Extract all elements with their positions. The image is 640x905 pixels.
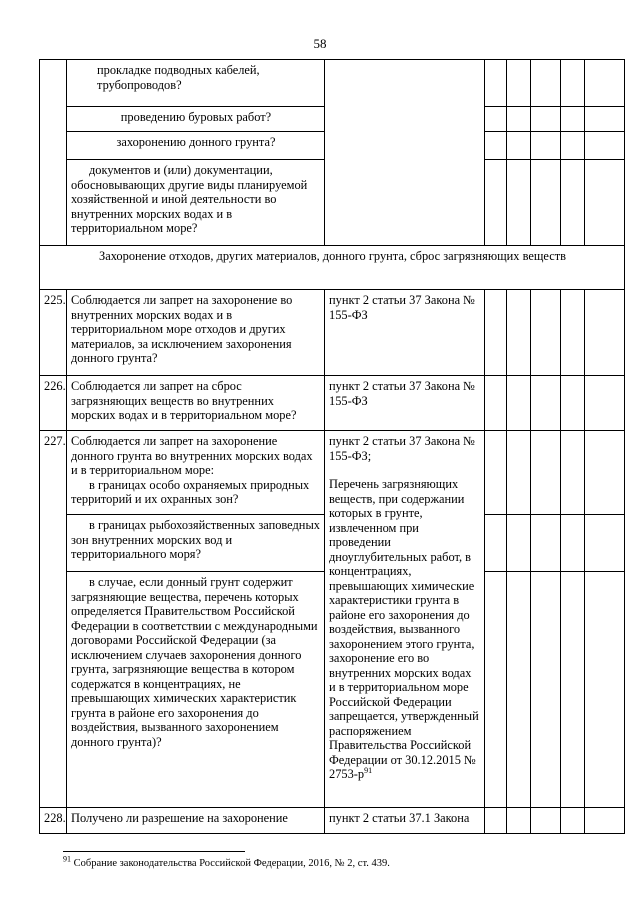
answer-cell	[561, 572, 585, 808]
item-number: 227.	[40, 431, 67, 808]
answer-cell	[507, 60, 531, 107]
page-number: 58	[313, 36, 327, 51]
question-text: прокладке подводных кабелей, трубопроводов?	[97, 63, 260, 92]
answer-cell	[585, 572, 625, 808]
answer-cell	[507, 572, 531, 808]
footnote-divider	[63, 851, 245, 852]
answer-cell	[561, 290, 585, 376]
reference-cell: пункт 2 статьи 37 Закона № 155-ФЗ	[325, 290, 485, 376]
checklist-table	[39, 59, 625, 834]
answer-cell	[485, 572, 507, 808]
item-number: 226.	[40, 376, 67, 431]
answer-cell	[531, 107, 561, 132]
answer-cell	[507, 515, 531, 572]
answer-cell	[485, 376, 507, 431]
question-cell	[67, 431, 325, 515]
answer-cell	[485, 107, 507, 132]
answer-cell	[531, 376, 561, 431]
item-number: 228.	[40, 808, 67, 834]
reference-cell: пункт 2 статьи 37.1 Закона	[325, 808, 485, 834]
answer-cell	[485, 60, 507, 107]
answer-cell	[531, 572, 561, 808]
answer-cell	[561, 808, 585, 834]
answer-cell	[585, 431, 625, 515]
answer-cell	[485, 132, 507, 160]
item-number: 225.	[40, 290, 67, 376]
reference-cell	[325, 431, 485, 808]
answer-cell	[531, 132, 561, 160]
footnote-text: Собрание законодательства Российской Федерации, 2016, № 2, ст. 439.	[73, 858, 390, 869]
answer-cell	[507, 431, 531, 515]
question-cell: Соблюдается ли запрет на сброс загрязняющих веществ во внутренних морских водах и в территориальном море?	[67, 376, 325, 431]
footnote-mark: 91	[63, 854, 71, 864]
answer-cell	[531, 431, 561, 515]
answer-cell	[531, 515, 561, 572]
reference-text: пункт 2 статьи 37 Закона № 155-ФЗ;	[329, 434, 475, 463]
question-text: проведению буровых работ?	[120, 110, 272, 124]
answer-cell	[507, 160, 531, 246]
answer-cell	[507, 376, 531, 431]
question-sub: в границах особо охраняемых природных территорий и их охранных зон?	[71, 477, 310, 506]
answer-cell	[507, 290, 531, 376]
answer-cell	[561, 376, 585, 431]
reference-cell: пункт 2 статьи 37 Закона № 155-ФЗ	[325, 376, 485, 431]
answer-cell	[507, 107, 531, 132]
answer-cell	[485, 808, 507, 834]
table-row	[40, 376, 625, 431]
answer-cell	[585, 60, 625, 107]
answer-cell	[507, 808, 531, 834]
answer-cell	[485, 431, 507, 515]
reference-cell	[325, 60, 485, 246]
answer-cell	[585, 132, 625, 160]
answer-cell	[585, 290, 625, 376]
table-row	[40, 431, 625, 515]
question-cell	[67, 515, 325, 572]
section-header-row	[40, 246, 625, 290]
answer-cell	[507, 132, 531, 160]
answer-cell	[561, 132, 585, 160]
answer-cell	[561, 60, 585, 107]
answer-cell	[585, 160, 625, 246]
question-cell: Получено ли разрешение на захоронение	[67, 808, 325, 834]
answer-cell	[561, 107, 585, 132]
question-sub: в случае, если донный грунт содержит загрязняющие вещества, перечень которых определяется Правительством Российской Федерации в соответствии с международными договорами Российской Федерации (за исключением случаев захоронения донного грунта, загрязняющие вещества в котором содержатся в концентрациях, не превышающих химических характеристик грунта в районе его захоронения до воздействия, вызванного захоронением донного грунта)?	[71, 575, 318, 749]
answer-cell	[561, 515, 585, 572]
footnote	[63, 854, 390, 869]
reference-text: Перечень загрязняющих веществ, при содержании которых в грунте, извлеченном при проведении дноуглубительных работ, в концентрациях, превышающих химические характеристики грунта в районе его захоронения до воздействия, вызванного захоронением этого грунта, захоронение его во внутренних морских водах и в территориальном море Российской Федерации запрещается, утвержденный распоряжением Правительства Российской Федерации от 30.12.2015 № $2753-р^{91}$	[329, 477, 479, 781]
question-text: захоронению донного грунта?	[116, 135, 276, 149]
answer-cell	[561, 431, 585, 515]
answer-cell	[585, 107, 625, 132]
question-cell	[67, 60, 325, 107]
question-text: документов и (или) документации, обосновывающих другие виды планируемой хозяйственной и иной деятельности во внутренних морских водах и в территориальном море?	[71, 163, 308, 235]
question-cell	[67, 107, 325, 132]
question-cell	[67, 572, 325, 808]
answer-cell	[585, 376, 625, 431]
answer-cell	[531, 60, 561, 107]
answer-cell	[485, 290, 507, 376]
table-row	[40, 60, 625, 107]
question-cell	[67, 160, 325, 246]
answer-cell	[585, 808, 625, 834]
number-cell	[40, 60, 67, 246]
answer-cell	[531, 290, 561, 376]
answer-cell	[485, 160, 507, 246]
answer-cell	[585, 515, 625, 572]
question-cell	[67, 132, 325, 160]
table-row	[40, 808, 625, 834]
question-cell: Соблюдается ли запрет на захоронение во внутренних морских водах и в территориальном море отходов и других материалов, за исключением захоронения донного грунта?	[67, 290, 325, 376]
question-intro: Соблюдается ли запрет на захоронение донного грунта во внутренних морских водах и в территориальном море:	[71, 434, 313, 477]
section-title: Захоронение отходов, других материалов, донного грунта, сброс загрязняющих веществ	[40, 246, 625, 290]
answer-cell	[485, 515, 507, 572]
question-sub: в границах рыбохозяйственных заповедных зон внутренних морских вод и территориального моря?	[71, 518, 320, 561]
footnote-mark: 91	[364, 765, 373, 775]
table-row	[40, 290, 625, 376]
answer-cell	[531, 808, 561, 834]
answer-cell	[531, 160, 561, 246]
answer-cell	[561, 160, 585, 246]
